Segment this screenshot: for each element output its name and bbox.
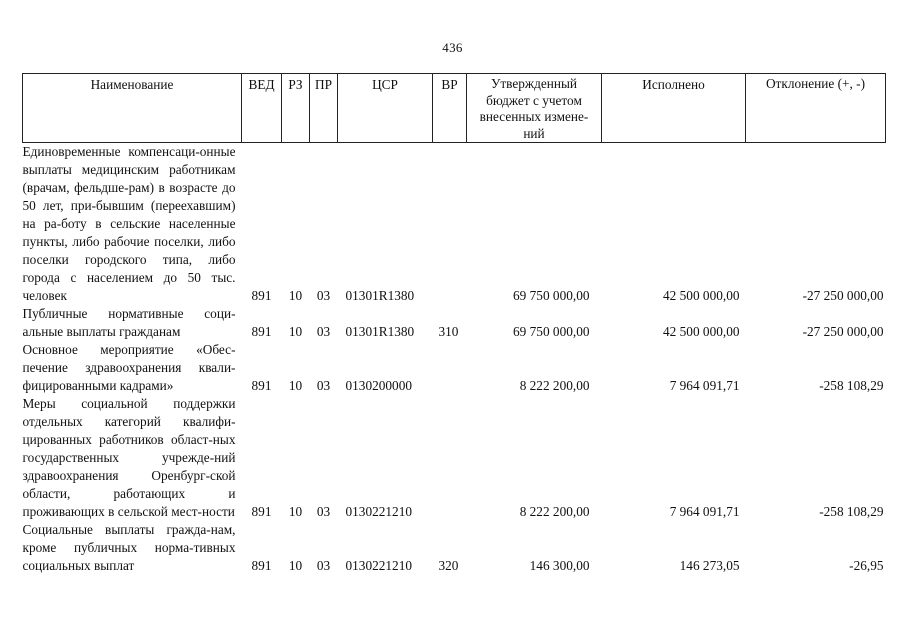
row-name: Социальные выплаты гражда-нам, кроме публичных норма-тивных социальных выплат	[22, 522, 236, 573]
table-row	[23, 143, 886, 306]
row-name: Основное мероприятие «Обес-печение здравоохранения квали-фицированными кадрами»	[22, 342, 236, 393]
table-header-row	[23, 74, 886, 143]
row-vr: 320	[438, 558, 459, 573]
row-approved: 69 750 000,00	[513, 288, 590, 303]
row-rz: 10	[288, 378, 303, 393]
row-deviation: -258 108,29	[819, 504, 884, 519]
row-approved: 8 222 200,00	[519, 504, 590, 519]
header-name: Наименование	[23, 74, 242, 143]
row-deviation: -258 108,29	[819, 378, 884, 393]
row-approved: 146 300,00	[529, 558, 590, 573]
row-csr: 01301R1380	[345, 288, 415, 303]
row-csr: 01301R1380	[345, 324, 415, 339]
row-rz: 10	[288, 288, 303, 303]
row-csr: 0130200000	[345, 378, 412, 393]
row-executed: 42 500 000,00	[663, 288, 740, 303]
table-row	[23, 305, 886, 341]
header-ved: ВЕД	[242, 74, 282, 143]
row-ved: 891	[251, 324, 272, 339]
header-pr: ПР	[310, 74, 338, 143]
row-executed: 146 273,05	[679, 558, 740, 573]
row-executed: 7 964 091,71	[669, 504, 740, 519]
row-rz: 10	[288, 558, 303, 573]
row-csr: 0130221210	[345, 504, 412, 519]
row-pr: 03	[316, 288, 331, 303]
header-approved-budget: Утвержденный бюджет с учетом внесенных измене-ний	[467, 74, 602, 143]
header-rz: РЗ	[282, 74, 310, 143]
page-number: 436	[442, 40, 463, 55]
budget-execution-table	[22, 73, 886, 575]
row-ved: 891	[251, 378, 272, 393]
row-vr	[433, 143, 467, 306]
row-pr: 03	[316, 504, 331, 519]
row-rz: 10	[288, 324, 303, 339]
row-deviation: -27 250 000,00	[802, 324, 884, 339]
row-name: Публичные нормативные соци-альные выплаты гражданам	[22, 306, 236, 339]
row-ved: 891	[251, 504, 272, 519]
row-vr	[433, 341, 467, 395]
header-vr: ВР	[433, 74, 467, 143]
row-deviation: -27 250 000,00	[802, 288, 884, 303]
row-name: Единовременные компенсаци-онные выплаты медицинским работникам (врачам, фельдше-рам) в возрасте до 50 лет, при-бывшим (переехавшим) на ра-боту в сельские населенные пункты, либо рабочие поселки, либо поселки городского типа, либо города с населением до 50 тыс. человек	[22, 144, 236, 303]
row-csr: 0130221210	[345, 558, 412, 573]
row-rz: 10	[288, 504, 303, 519]
row-approved: 8 222 200,00	[519, 378, 590, 393]
table-row	[23, 341, 886, 395]
row-pr: 03	[316, 378, 331, 393]
row-executed: 7 964 091,71	[669, 378, 740, 393]
row-approved: 69 750 000,00	[513, 324, 590, 339]
row-vr	[433, 395, 467, 521]
row-name: Меры социальной поддержки отдельных категорий квалифи-цированных работников област-ных государственных учрежде-ний здравоохранения Оренбург-ской области, работающих и проживающих в сельской мест-ности	[22, 396, 236, 519]
row-vr: 310	[438, 324, 459, 339]
row-executed: 42 500 000,00	[663, 324, 740, 339]
header-csr: ЦСР	[338, 74, 433, 143]
table-row	[23, 521, 886, 575]
row-deviation: -26,95	[849, 558, 884, 573]
row-ved: 891	[251, 288, 272, 303]
table-row	[23, 395, 886, 521]
row-pr: 03	[316, 558, 331, 573]
header-deviation: Отклонение (+, -)	[746, 74, 886, 143]
header-executed: Исполнено	[602, 74, 746, 143]
row-ved: 891	[251, 558, 272, 573]
row-pr: 03	[316, 324, 331, 339]
